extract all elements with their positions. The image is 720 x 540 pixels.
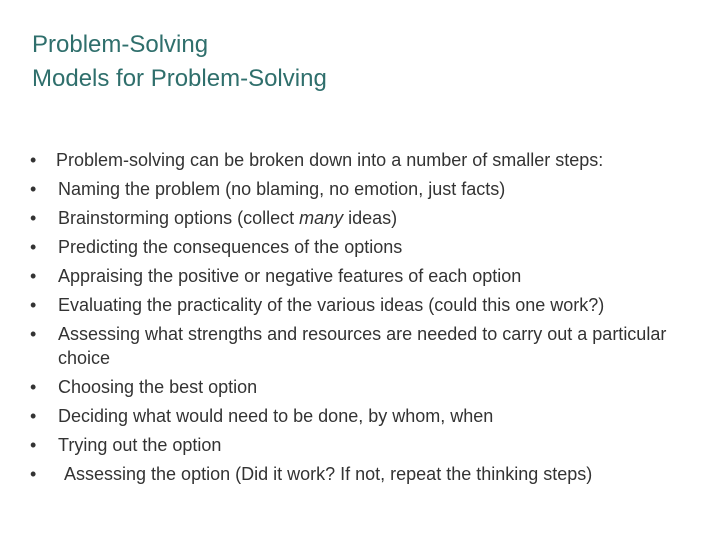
bullet-item xyxy=(30,148,710,172)
bullet-text: Evaluating the practicality of the various ideas (could this one work?) xyxy=(58,295,605,315)
bullet-item xyxy=(30,375,710,399)
bullet-text xyxy=(58,206,710,230)
bullet-text: Trying out the option xyxy=(58,435,222,455)
bullet-text-end: ideas) xyxy=(343,208,398,228)
title-line-1: Problem-Solving xyxy=(32,31,209,58)
bullet-text: Predicting the consequences of the options xyxy=(58,237,403,257)
bullet-marker: • xyxy=(30,406,37,426)
slide-title xyxy=(32,28,327,96)
bullet-item xyxy=(30,235,710,259)
bullet-item xyxy=(30,206,710,230)
bullet-text: Choosing the best option xyxy=(58,377,258,397)
bullet-text: Deciding what would need to be done, by whom, when xyxy=(58,406,494,426)
bullet-item xyxy=(30,404,710,428)
bullet-item xyxy=(30,433,710,457)
bullet-marker: • xyxy=(30,179,37,199)
bullet-text: Problem-solving can be broken down into a number of smaller steps: xyxy=(56,150,604,170)
bullet-text: Assessing the option (Did it work? If not, repeat the thinking steps) xyxy=(64,464,593,484)
bullet-item xyxy=(30,264,710,288)
bullet-text: Assessing what strengths and resources are needed to carry out a particular choice xyxy=(58,324,667,368)
title-line-2: Models for Problem-Solving xyxy=(32,65,327,92)
bullet-item xyxy=(30,322,710,370)
emphasized-word: many xyxy=(299,208,344,228)
bullet-item xyxy=(30,293,710,317)
bullet-marker: • xyxy=(30,237,37,257)
bullet-text: Appraising the positive or negative features of each option xyxy=(58,266,522,286)
bullet-text: Naming the problem (no blaming, no emotion, just facts) xyxy=(58,179,506,199)
bullet-text-start: Brainstorming options (collect xyxy=(58,208,300,228)
bullet-marker: • xyxy=(30,266,37,286)
bullet-item xyxy=(30,462,710,486)
bullet-marker: • xyxy=(30,464,37,484)
bullet-marker: • xyxy=(30,150,37,170)
bullet-marker: • xyxy=(30,435,37,455)
bullet-marker: • xyxy=(30,295,37,315)
bullet-marker: • xyxy=(30,324,37,344)
bullet-marker: • xyxy=(30,208,37,228)
bullet-list xyxy=(30,148,710,491)
bullet-item xyxy=(30,177,710,201)
bullet-marker: • xyxy=(30,377,37,397)
